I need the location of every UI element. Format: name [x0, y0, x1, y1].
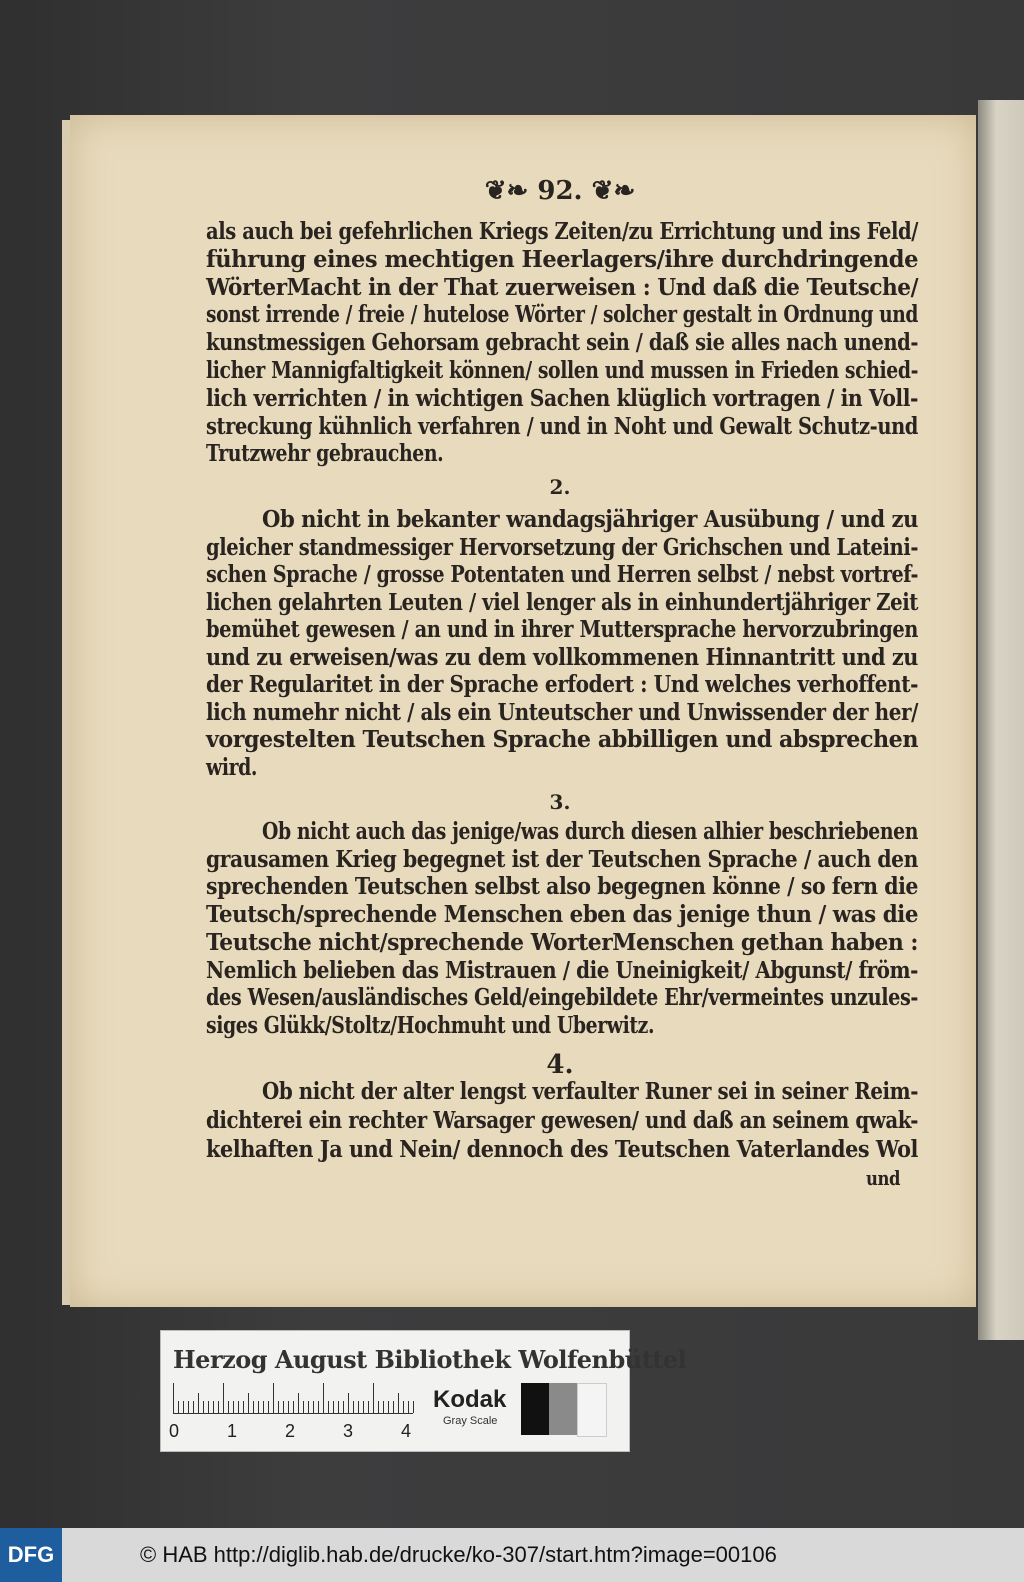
text-line: sprechenden Teutschen selbst also begegnen könne / so fern die [206, 873, 918, 901]
text-line: siges Glükk/Stoltz/Hochmuht und Uberwitz. [206, 1011, 655, 1039]
text-line: lichen gelahrten Leuten / viel lenger als in einhundertjähriger Zeit [206, 588, 918, 616]
ruler-tick [188, 1401, 189, 1413]
ruler-tick [363, 1401, 364, 1413]
ruler-tick [388, 1401, 389, 1413]
ruler-tick [313, 1401, 314, 1413]
text-line: Ob nicht der alter lengst verfaulter Runer sei in seiner Reim- [262, 1078, 918, 1105]
ruler-tick [198, 1393, 199, 1413]
ruler-tick [233, 1401, 234, 1413]
text-line: als auch bei gefehrlichen Kriegs Zeiten/zu Errichtung und ins Feld/ [206, 218, 918, 245]
text-line: Teutsche nicht/sprechende WorterMenschen gethan haben : [206, 928, 918, 956]
ruler-tick [288, 1401, 289, 1413]
question-number: 4. [546, 1050, 574, 1080]
ruler-tick [218, 1401, 219, 1413]
card-title: Herzog August Bibliothek Wolfenbüttel [173, 1345, 687, 1374]
ruler-tick [308, 1401, 309, 1413]
ruler-tick [353, 1401, 354, 1413]
ruler-tick [238, 1401, 239, 1413]
ruler-tick [273, 1383, 274, 1413]
scale-number: 3 [343, 1421, 354, 1441]
question-number: 2. [549, 475, 571, 499]
ruler-tick [268, 1401, 269, 1413]
text-line: schen Sprache / grosse Potentaten und Herren selbst / nebst vortref- [206, 561, 918, 588]
ornament-right-icon: ❦❧ [591, 176, 636, 206]
ruler-tick [403, 1401, 404, 1413]
ruler-tick [173, 1383, 174, 1413]
ruler-tick [178, 1401, 179, 1413]
text-line: führung eines mechtigen Heerlagers/ihre durchdringende [206, 245, 918, 273]
text-line: wird. [206, 753, 258, 781]
text-line: streckung kühnlich verfahren / und in Noht und Gewalt Schutz-und [206, 412, 918, 440]
scale-number: 1 [227, 1421, 238, 1441]
text-line: grausamen Krieg begegnet ist der Teutschen Sprache / auch den [206, 845, 918, 873]
ruler-tick [343, 1401, 344, 1413]
text-line: sonst irrende / freie / hutelose Wörter / solcher gestalt in Ordnung und [206, 301, 918, 329]
question-number: 3. [549, 790, 571, 814]
text-line: bemühet gewesen / an und in ihrer Muttersprache hervorzubringen [206, 616, 918, 643]
ruler-tick [338, 1401, 339, 1413]
ruler-tick [408, 1401, 409, 1413]
text-line: des Wesen/ausländisches Geld/eingebildete Ehr/vermeintes unzules- [206, 984, 918, 1012]
footer-bar [0, 1528, 1024, 1582]
kodak-logo: Kodak [433, 1386, 507, 1413]
ruler-tick [193, 1401, 194, 1413]
ruler [173, 1383, 413, 1414]
text-line: dichterei ein rechter Warsager gewesen/ und daß an seinem qwak- [206, 1107, 918, 1134]
text-line: kelhaften Ja und Nein/ dennoch des Teutschen Vaterlandes Wol [206, 1136, 918, 1163]
text-line: WörterMacht in der That zuerweisen : Und daß die Teutsche/ [206, 273, 918, 301]
swatch-black [521, 1383, 549, 1435]
ruler-tick [223, 1383, 224, 1413]
text-line: und zu erweisen/was zu dem vollkommenen Hinnantritt und zu [206, 643, 918, 671]
ruler-tick [383, 1401, 384, 1413]
copyright-link[interactable]: © HAB http://diglib.hab.de/drucke/ko-307/start.htm?image=00106 [140, 1542, 777, 1567]
catchword: und [866, 1166, 901, 1190]
ruler-tick [213, 1401, 214, 1413]
swatch-gray [549, 1383, 577, 1435]
scale-number: 0 [169, 1421, 180, 1441]
text-line: vorgestelten Teutschen Sprache abbilligen und absprechen [206, 726, 918, 753]
color-calibration-card [160, 1330, 687, 1452]
ruler-tick [398, 1393, 399, 1413]
ruler-tick [368, 1401, 369, 1413]
page-number: 92. [537, 176, 583, 206]
ruler-tick [263, 1401, 264, 1413]
ruler-tick [303, 1401, 304, 1413]
ruler-tick [323, 1383, 324, 1413]
text-line: Ob nicht in bekanter wandagsjähriger Ausübung / und zu [262, 506, 918, 533]
ornament-left-icon: ❦❧ [484, 176, 529, 206]
text-line: kunstmessigen Gehorsam gebracht sein / daß sie alles nach unend- [206, 329, 918, 357]
ruler-tick [318, 1401, 319, 1413]
ruler-tick [293, 1401, 294, 1413]
ruler-tick [378, 1401, 379, 1413]
ruler-tick [248, 1393, 249, 1413]
text-line: lich verrichten / in wichtigen Sachen klüglich vortragen / in Voll- [206, 384, 918, 412]
text-line: der Regularitet in der Sprache erfodert : Und welches verhoffent- [206, 671, 918, 698]
text-line: Teutsch/sprechende Menschen eben das jenige thun / was die [206, 901, 918, 929]
text-line: licher Mannigfaltigkeit können/ sollen und mussen in Frieden schied- [206, 357, 918, 384]
ruler-tick [373, 1383, 374, 1413]
dfg-logo: DFG [0, 1528, 62, 1582]
ruler-tick [258, 1401, 259, 1413]
page-header [470, 176, 650, 206]
next-page-edge [978, 100, 1024, 1340]
text-line: lich numehr nicht / als ein Unteutscher und Unwissender der her/ [206, 698, 918, 726]
ruler-tick [243, 1401, 244, 1413]
ruler-tick [413, 1401, 414, 1413]
swatch-white [577, 1383, 607, 1437]
ruler-tick [208, 1401, 209, 1413]
scale-number: 4 [401, 1421, 412, 1441]
text-line: Trutzwehr gebrauchen. [206, 440, 444, 468]
text-line: Nemlich belieben das Mistrauen / die Uneinigkeit/ Abgunst/ fröm- [206, 956, 918, 984]
ruler-tick [333, 1401, 334, 1413]
ruler-tick [228, 1401, 229, 1413]
scale-number: 2 [285, 1421, 296, 1441]
ruler-tick [183, 1401, 184, 1413]
ruler-tick [203, 1401, 204, 1413]
gray-scale-label: Gray Scale [443, 1415, 498, 1427]
ruler-tick [358, 1401, 359, 1413]
ruler-tick [393, 1401, 394, 1413]
text-line: gleicher standmessiger Hervorsetzung der Grichschen und Lateini- [206, 533, 918, 561]
ruler-tick [298, 1393, 299, 1413]
ruler-tick [253, 1401, 254, 1413]
ruler-tick [283, 1401, 284, 1413]
ruler-tick [348, 1393, 349, 1413]
ruler-tick [328, 1401, 329, 1413]
ruler-tick [278, 1401, 279, 1413]
text-line: Ob nicht auch das jenige/was durch diesen alhier beschriebenen [262, 818, 918, 845]
